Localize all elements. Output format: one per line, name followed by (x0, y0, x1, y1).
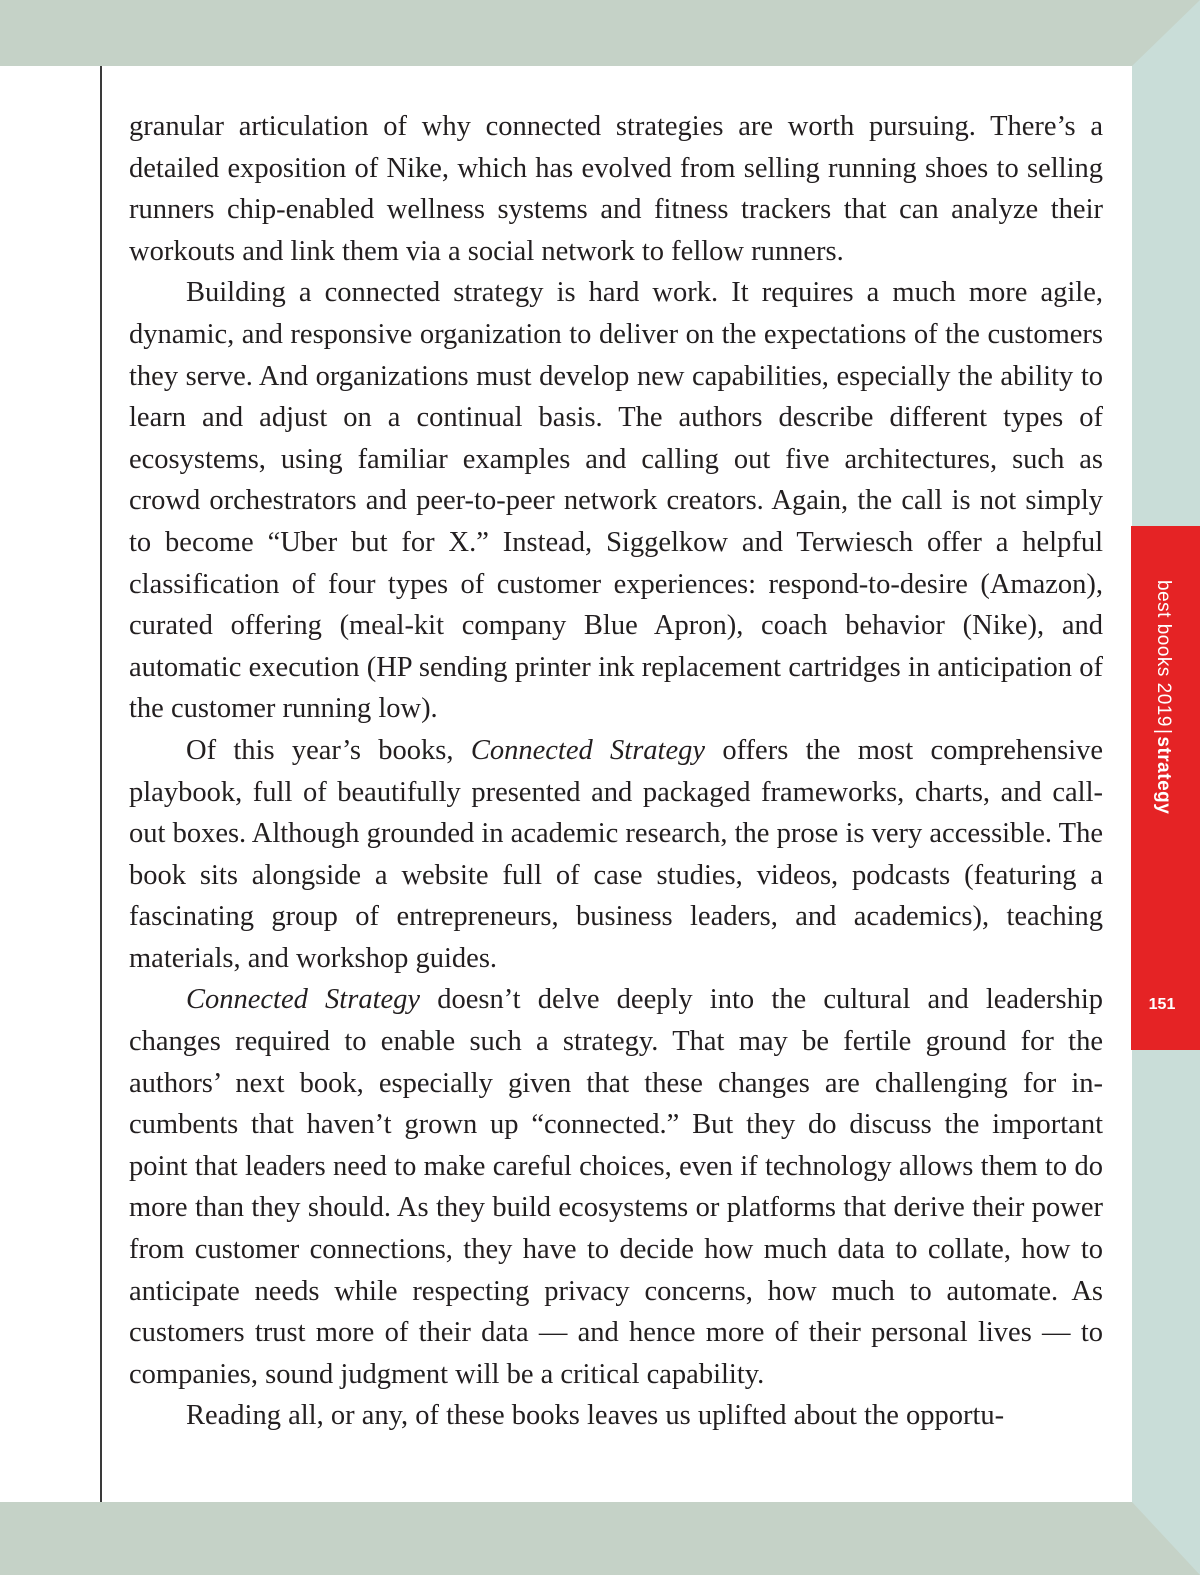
section-name: strategy (1153, 736, 1174, 815)
top-corner-chevron (1132, 0, 1200, 66)
section-prefix: best books 2019 (1153, 580, 1174, 727)
book-title: Connected Strategy (186, 984, 421, 1016)
bottom-band (0, 1502, 1200, 1575)
body-text (129, 106, 1103, 1437)
paragraph-2: Building a connected strategy is hard work. It requires a much more agile, dynamic, and responsive organization to deliver on the expectations of the customers they serve. And organizations must develop new capabilities, especially the ability to learn and adjust on a continual basis. The authors describe different types of ecosystems, using familiar examples and calling out five architectures, such as crowd orchestrators and peer-to-peer network creators. Again, the call is not simply to become “Uber but for X.” Instead, Siggelkow and Terwiesch offer a helpful classification of four types of customer experiences: respond-to-desire (Amazon), curated offering (meal-kit company Blue Apron), coach behavior (Nike), and automatic execution (HP sending printer ink replacement cartridges in anticipation of the customer running low). (129, 277, 1103, 725)
top-band (0, 0, 1200, 66)
book-title: Connected Strategy (470, 734, 706, 766)
paragraph-5: Reading all, or any, of these books leaves us uplifted about the opportu- (186, 1400, 1005, 1432)
paragraph-4 (129, 979, 1103, 1395)
bottom-corner-chevron (1132, 1502, 1200, 1575)
margin-rule (100, 66, 102, 1502)
paragraph-1: granular articulation of why connected strategies are worth pursuing. There’s a detailed exposition of Nike, which has evolved from selling running shoes to selling runners chip-enabled wellness systems and fitness trackers that can analyze their workouts and link them via a social network to fellow runners. (129, 111, 1103, 267)
section-tab-label (1152, 580, 1174, 814)
section-separator: | (1153, 728, 1174, 735)
paragraph-4-rest: doesn’t delve deeply into the cultural and leadership changes required to enable such a strategy. That may be fertile ground for the authors’ next book, especially given that these changes are challenging for incumbents that haven’t grown up “connected.” But they do discuss the important point that leaders need to make careful choices, even if technology allows them to do more than they should. As they build ecosystems or platforms that derive their power from customer connections, they have to decide how much data to collate, how to anticipate needs while respecting privacy concerns, how much to automate. As customers trust more of their data — and hence more of their personal lives — to companies, sound judgment will be a critical capability. (129, 984, 1103, 1390)
page-number: 151 (1148, 996, 1176, 1013)
paragraph-3-lead: Of this year’s books, (186, 734, 471, 766)
paragraph-3-rest: offers the most comprehensive playbook, full of beautifully presented and packaged frameworks, charts, and call-out boxes. Although grounded in academic research, the prose is very accessible. The book sits alongside a website full of case studies, videos, podcasts (featuring a fascinating group of entrepreneurs, business leaders, and academics), teaching materials, and workshop guides. (129, 734, 1103, 974)
paragraph-3 (129, 730, 1103, 980)
